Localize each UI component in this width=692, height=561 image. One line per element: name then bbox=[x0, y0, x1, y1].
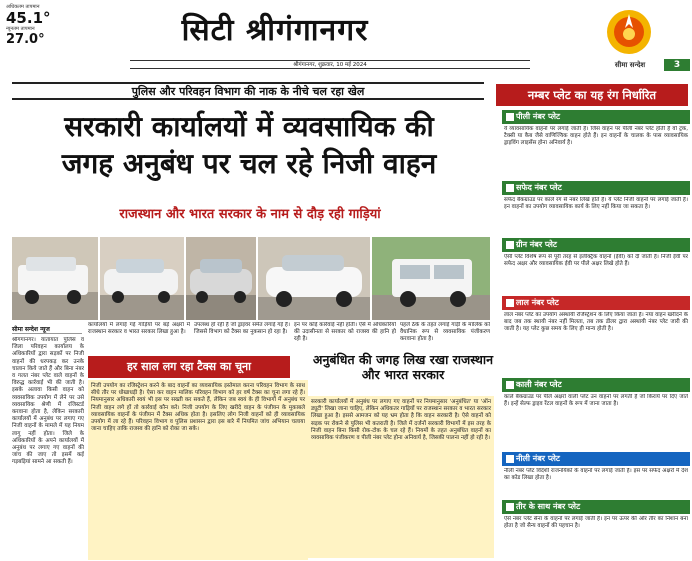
weather-box bbox=[6, 4, 76, 56]
masthead-title: सिटी श्रीगंगानगर bbox=[181, 13, 369, 48]
car-photo-5 bbox=[372, 237, 490, 320]
plate-description: सफेद बैकग्राउंड पर काले रंग से नंबर लिखे होते हैं। ये प्लेट निजी वाहनों पर लगाई जाती है। इन वाहनों का उपयोग व्यावसायिक कार्य के लिए नहीं किया जा सकता है। bbox=[504, 197, 688, 211]
contract-vehicle-text: सरकारी कार्यालयों में अनुबंध पर लगाए गए वाहनों पर नियमानुसार 'अनुबंधित' या 'ऑन ड्यूटी' लिखा जाना चाहिए, लेकिन अधिकतर गाड़ियों पर राजस्थान सरकार व भारत सरकार लिखा हुआ है। इससे आमजन को यह भ्रम होता है कि वाहन सरकारी है। ऐसे वाहनों को सड़क पर रोकने से पुलिस भी कतराती है। जिले में दर्जनों सरकारी विभागों में इस तरह के निजी वाहन बिना किसी रोक-टोक के चल रहे हैं। नियमों के तहत अनुबंधित वाहनों का व्यवसायिक पंजीकरण व पीली नंबर प्लेट होना अनिवार्य है, जिसकी पालना नहीं हो रही है। bbox=[308, 396, 494, 558]
story-column-5: पहले ठेके के तहत लगाई गाड़ी के मालिक को वैधानिक रूप से व्यवसायिक पंजीकरण करवाना होता है। bbox=[400, 322, 490, 343]
dateline: श्रीगंगानगर, शुक्रवार, 10 मई 2024 bbox=[130, 60, 530, 69]
min-temp-value: 27.0° bbox=[6, 32, 45, 47]
car-photo-4 bbox=[258, 237, 370, 320]
plate-description: काले बैकग्राउंड पर पीले अक्षरों वाली प्लेट उन वाहनों पर लगती है जो किराये पर दिए जाते हैं। इन्हें सेल्फ ड्राइव रेंटल वाहनों के रूप में जाना जाता है। bbox=[504, 394, 688, 408]
plate-label: नीली नंबर प्लेट bbox=[502, 452, 690, 466]
masthead bbox=[150, 8, 400, 49]
min-temp-label: न्यूनतम तापमान bbox=[6, 26, 35, 32]
tax-loss-text: निजी उपयोग का रजिस्ट्रेशन करने के बाद वाहनों का व्यवसायिक इस्तेमाल करना परिवहन विभाग के साथ सीधे तौर पर धोखाधड़ी है। ऐसा कर वाहन मालिक परिवहन विभाग को हर वर्ष टैक्स का चूना लगा रहे हैं। नियमानुसार अधिकारी स्वयं भी इस पर सख्ती कर सकते हैं, लेकिन जब स्वयं के ही विभागों में अनुबंध पर निजी वाहन लगे हों तो कार्रवाई कौन करे। निजी उपयोग के लिए खरीदे वाहन के पंजीयन के मुकाबले व्यावसायिक वाहनों के पंजीयन में टैक्स अधिक होता है। इसलिए लोग निजी वाहनों को ही व्यावसायिक उपयोग में ला रहे हैं। परिवहन विभाग व पुलिस प्रशासन द्वारा इस बारे में नियमित जांच अभियान चलाया जाना चाहिए ताकि राजस्व की हानि को रोका जा सके। bbox=[88, 380, 308, 560]
paper-logo-icon bbox=[600, 4, 658, 62]
tax-loss-heading: हर साल लग रहा टैक्स का चूना bbox=[88, 356, 290, 378]
story-column-1: श्रीगंगानगर। यातायात पुलिस व जिला परिवहन कार्यालय के अधिकारियों द्वारा सड़कों पर निजी वाहनों की धरपकड़ कर उनके चालान किये जाते हैं और बिना नंबर व गलत नंबर प्लेट वाले वाहनों के विरुद्ध कार्रवाई भी की जाती है। इसके अलावा किसी वाहन को व्यवसायिक उपयोग में लेने पर उसे व्यवसायिक श्रेणी में रजिस्टर्ड करवाना होता है, लेकिन सरकारी कार्यालयों में अनुबंध पर लगाए गए निजी वाहनों के मामले में यह नियम लागू नहीं होता। जिले के अधिकारियों के अपने कार्यालयों में अनुबंध पर लगाए गए वाहनों की जांच की जाए तो इसमें कई गड़बड़ियां सामने आ सकती हैं। bbox=[12, 337, 84, 466]
story-byline: सीमा सन्देश न्यूज bbox=[12, 325, 82, 334]
plate-label: काली नंबर प्लेट bbox=[502, 378, 690, 392]
max-temp-value: 45.1° bbox=[6, 9, 51, 27]
max-temp-label: अधिकतम तापमान bbox=[6, 4, 40, 10]
story-headline bbox=[10, 108, 488, 182]
car-photo-1 bbox=[12, 237, 98, 320]
plate-description: ऐसे नंबर प्लेट सेना के वाहनों पर लगाई जाती है। इन पर ऊपर की ओर तीर का निशान बना होता है जो सैन्य वाहनों की पहचान है। bbox=[504, 516, 688, 530]
contract-vehicle-heading: अनुबंधित की जगह लिख रखा राजस्थान और भारत सरकार bbox=[312, 352, 494, 382]
plate-description: लाल नंबर प्लेट का उपयोग अस्थायी रजिस्ट्रेशन के लिए किया जाता है। नया वाहन खरीदने के बाद जब तक स्थायी नंबर नहीं मिलता, तब तक डीलर द्वारा अस्थायी नंबर प्लेट जारी की जाती है। यह प्लेट कुछ समय के लिए ही मान्य होती है। bbox=[504, 312, 688, 333]
story-subhead: राजस्थान और भारत सरकार के नाम से दौड़ रही गाड़ियां bbox=[119, 207, 381, 222]
headline-line-1: सरकारी कार्यालयों में व्यवसायिक की bbox=[64, 110, 434, 143]
plate-label: तीर के साथ नंबर प्लेट bbox=[502, 500, 690, 514]
plate-label: पीली नंबर प्लेट bbox=[502, 110, 690, 124]
page-number: 3 bbox=[664, 59, 690, 71]
headline-line-2: जगह अनुबंध पर चल रहे निजी वाहन bbox=[61, 147, 437, 180]
story-kicker: पुलिस और परिवहन विभाग की नाक के नीचे चल रहा खेल bbox=[12, 82, 484, 100]
story-column-4: इन पर कोई कार्रवाई नहीं होती। ऐसे में अधिकारियों की उदासीनता से सरकार को राजस्व की हानि हो रही है। bbox=[294, 322, 396, 343]
plate-label: लाल नंबर प्लेट bbox=[502, 296, 690, 310]
car-photo-2 bbox=[100, 237, 184, 320]
plate-description: नीली नंबर प्लेट विदेशी राजनयिकों के वाहनों पर लगाई जाती है। इस पर सफेद अक्षरों में देश का कोड लिखा होता है। bbox=[504, 468, 688, 482]
number-plate-heading: नम्बर प्लेट का यह रंग निर्धारित bbox=[496, 84, 688, 106]
plate-description: ये व्यावसायिक वाहनों पर लगाई जाती है। जिस वाहन पर पीली नंबर प्लेट होती है वो ट्रक, टैक्सी या कैब जैसे वाणिज्यिक वाहन होते हैं। इन वाहनों के चालक के पास व्यावसायिक ड्राइविंग लाइसेंस होना अनिवार्य है। bbox=[504, 126, 688, 147]
plate-label: ग्रीन नंबर प्लेट bbox=[502, 238, 690, 252]
story-column-2: कार्यालयों में लगाई गई गाड़ियों पर बड़े अक्षरों में राजस्थान सरकार व भारत सरकार लिखा हुआ है। bbox=[88, 322, 190, 336]
car-photo-3 bbox=[186, 237, 256, 320]
plate-label: सफेद नंबर प्लेट bbox=[502, 181, 690, 195]
story-column-3: उपलब्ध हो रही है जो ड्राइवर समेत लगाई गई हैं। जिससे विभाग को टैक्स का नुकसान हो रहा है। bbox=[194, 322, 290, 336]
plate-description: ऐसी प्लेट विशेष रूप से पूरी तरह से इलेक्ट्रिक वाहनों (ईवी) को दी जाती है। निजी ईवी पर सफेद अक्षर और व्यावसायिक ईवी पर पीले अक्षर लिखे होते हैं। bbox=[504, 254, 688, 268]
paper-name: सीमा सन्देश bbox=[614, 61, 646, 69]
